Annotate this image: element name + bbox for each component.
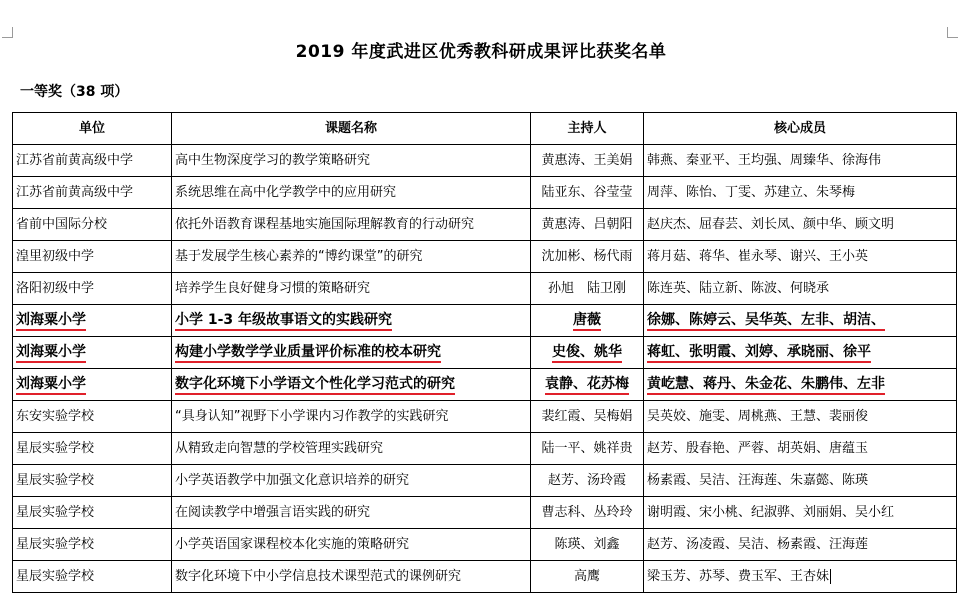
cell-host-text: 唐薇 [573, 312, 601, 331]
cell-host-text: 黄惠涛、王美娟 [541, 153, 633, 168]
text-cursor [830, 569, 831, 584]
cell-topic[interactable] [172, 177, 531, 209]
cell-unit[interactable] [13, 337, 172, 369]
cell-members[interactable] [644, 145, 957, 177]
cell-unit[interactable] [13, 145, 172, 177]
cell-host-text: 陆亚东、谷莹莹 [541, 185, 633, 200]
cell-unit-text: 星辰实验学校 [16, 537, 95, 552]
table-row [13, 145, 957, 177]
cell-members[interactable] [644, 337, 957, 369]
cell-unit[interactable] [13, 241, 172, 273]
cell-host[interactable] [531, 337, 644, 369]
table-row [13, 177, 957, 209]
cell-topic[interactable] [172, 497, 531, 529]
cell-unit[interactable] [13, 497, 172, 529]
cell-members-text: 赵芳、汤凌霞、吴洁、杨素霞、汪海莲 [647, 537, 869, 552]
cell-members[interactable] [644, 465, 957, 497]
header-members: 核心成员 [644, 113, 957, 145]
table-row [13, 273, 957, 305]
cell-members[interactable] [644, 209, 957, 241]
cell-host-text: 高鹰 [573, 569, 600, 584]
cell-members-text: 徐娜、陈婷云、吴华英、左非、胡洁、 [647, 312, 885, 331]
cell-topic-text: 构建小学数学学业质量评价标准的校本研究 [175, 344, 441, 363]
cell-topic-text: 培养学生良好健身习惯的策略研究 [175, 281, 371, 296]
cell-members[interactable] [644, 369, 957, 401]
cell-members-text: 陈连英、陆立新、陈波、何晓承 [647, 281, 830, 296]
cell-members-text: 蒋月菇、蒋华、崔永琴、谢兴、王小英 [647, 249, 869, 264]
cell-unit-text: 洛阳初级中学 [16, 281, 95, 296]
cell-topic[interactable] [172, 145, 531, 177]
header-topic: 课题名称 [172, 113, 531, 145]
cell-unit[interactable] [13, 209, 172, 241]
cell-host-text: 袁静、花苏梅 [545, 376, 629, 395]
cell-members-text: 蒋虹、张明霞、刘婷、承晓丽、徐平 [647, 344, 871, 363]
cell-host-text: 陆一平、姚祥贵 [541, 441, 633, 456]
cell-members-text: 周萍、陈怡、丁雯、苏建立、朱琴梅 [647, 185, 856, 200]
cell-host-text: 赵芳、汤玲霞 [547, 473, 626, 488]
cell-topic-text: 高中生物深度学习的教学策略研究 [175, 153, 371, 168]
cell-topic[interactable] [172, 465, 531, 497]
cell-unit-text: 星辰实验学校 [16, 473, 95, 488]
cell-host[interactable] [531, 273, 644, 305]
cell-unit[interactable] [13, 433, 172, 465]
table-row [13, 209, 957, 241]
table-row [13, 497, 957, 529]
cell-topic-text: 基于发展学生核心素养的“博约课堂”的研究 [175, 249, 423, 264]
cell-unit-text: 江苏省前黄高级中学 [16, 153, 134, 168]
cell-topic-text: 在阅读教学中增强言语实践的研究 [175, 505, 371, 520]
cell-host-text: 孙旭 陆卫刚 [547, 281, 626, 296]
cell-host-text: 裴红霞、吴梅娟 [541, 409, 633, 424]
cell-topic-text: 数字化环境下小学语文个性化学习范式的研究 [175, 376, 455, 395]
cell-topic[interactable] [172, 401, 531, 433]
cell-topic-text: “具身认知”视野下小学课内习作教学的实践研究 [175, 409, 449, 424]
section-heading: 一等奖（38 项） [20, 84, 129, 100]
cell-topic[interactable] [172, 209, 531, 241]
cell-host[interactable] [531, 529, 644, 561]
table-row [13, 433, 957, 465]
cell-host[interactable] [531, 401, 644, 433]
cell-host[interactable] [531, 177, 644, 209]
cell-members-text: 赵芳、殷春艳、严蓉、胡英娟、唐蕴玉 [647, 441, 869, 456]
cell-unit-text: 刘海粟小学 [16, 312, 86, 331]
cell-unit-text: 刘海粟小学 [16, 376, 86, 395]
cell-host[interactable] [531, 433, 644, 465]
cell-members[interactable] [644, 561, 957, 593]
cell-host[interactable] [531, 305, 644, 337]
cell-topic[interactable] [172, 561, 531, 593]
table-body [13, 145, 957, 593]
cell-topic[interactable] [172, 529, 531, 561]
cell-host[interactable] [531, 497, 644, 529]
cell-topic[interactable] [172, 433, 531, 465]
cell-host-text: 黄惠涛、吕朝阳 [541, 217, 633, 232]
cell-members-text: 梁玉芳、苏琴、费玉军、王杏妹 [647, 569, 830, 584]
table-row [13, 401, 957, 433]
cell-host-text: 陈瑛、刘鑫 [554, 537, 620, 552]
cell-unit-text: 东安实验学校 [16, 409, 95, 424]
cell-topic[interactable] [172, 369, 531, 401]
cell-members[interactable] [644, 529, 957, 561]
cell-host[interactable] [531, 241, 644, 273]
cell-topic[interactable] [172, 337, 531, 369]
cell-topic-text: 系统思维在高中化学教学中的应用研究 [175, 185, 397, 200]
document-title: 2019 年度武进区优秀教科研成果评比获奖名单 [295, 42, 667, 62]
cell-unit[interactable] [13, 561, 172, 593]
cell-topic-text: 小学英语国家课程校本化实施的策略研究 [175, 537, 410, 552]
cell-topic-text: 小学 1-3 年级故事语文的实践研究 [175, 312, 392, 331]
cell-topic[interactable] [172, 305, 531, 337]
table-row [13, 369, 957, 401]
cell-members-text: 杨素霞、吴洁、汪海莲、朱嘉懿、陈瑛 [647, 473, 869, 488]
cell-members[interactable] [644, 433, 957, 465]
cell-unit-text: 江苏省前黄高级中学 [16, 185, 134, 200]
cell-topic[interactable] [172, 241, 531, 273]
table-header-row [13, 113, 957, 145]
cell-topic-text: 数字化环境下中小学信息技术课型范式的课例研究 [175, 569, 462, 584]
cell-unit[interactable] [13, 177, 172, 209]
cell-host[interactable] [531, 369, 644, 401]
cell-topic-text: 依托外语教育课程基地实施国际理解教育的行动研究 [175, 217, 475, 232]
cell-unit[interactable] [13, 273, 172, 305]
header-host: 主持人 [531, 113, 644, 145]
cell-host[interactable] [531, 209, 644, 241]
cell-unit[interactable] [13, 401, 172, 433]
cell-topic-text: 小学英语教学中加强文化意识培养的研究 [175, 473, 410, 488]
table-row [13, 241, 957, 273]
cell-unit[interactable] [13, 369, 172, 401]
cell-host-text: 沈加彬、杨代雨 [541, 249, 633, 264]
cell-members[interactable] [644, 497, 957, 529]
cell-unit-text: 星辰实验学校 [16, 441, 95, 456]
cell-members-text: 吴英姣、施雯、周桃燕、王慧、裴丽俊 [647, 409, 869, 424]
cell-unit-text: 星辰实验学校 [16, 505, 95, 520]
cell-unit[interactable] [13, 305, 172, 337]
cell-unit[interactable] [13, 465, 172, 497]
cell-unit-text: 湟里初级中学 [16, 249, 95, 264]
cell-members[interactable] [644, 177, 957, 209]
cell-unit[interactable] [13, 529, 172, 561]
cell-topic-text: 从精致走向智慧的学校管理实践研究 [175, 441, 384, 456]
table-row [13, 305, 957, 337]
award-table [12, 112, 957, 593]
cell-members[interactable] [644, 401, 957, 433]
table-row [13, 337, 957, 369]
table-row [13, 561, 957, 593]
header-unit: 单位 [13, 113, 172, 145]
cell-unit-text: 省前中国际分校 [16, 217, 108, 232]
cell-host[interactable] [531, 145, 644, 177]
table-row [13, 465, 957, 497]
cell-host-text: 史俊、姚华 [552, 344, 622, 363]
cell-unit-text: 刘海粟小学 [16, 344, 86, 363]
cell-members[interactable] [644, 305, 957, 337]
cell-host[interactable] [531, 465, 644, 497]
cell-members-text: 黄屹慧、蒋丹、朱金花、朱鹏伟、左非 [647, 376, 885, 395]
cell-members-text: 韩燕、秦亚平、王均强、周臻华、徐海伟 [647, 153, 882, 168]
table-row [13, 529, 957, 561]
cell-members-text: 谢明霞、宋小桃、纪淑骅、刘丽娟、吴小红 [647, 505, 895, 520]
cell-unit-text: 星辰实验学校 [16, 569, 95, 584]
cell-members-text: 赵庆杰、屈春芸、刘长凤、颜中华、顾文明 [647, 217, 895, 232]
cell-topic[interactable] [172, 273, 531, 305]
cell-host[interactable] [531, 561, 644, 593]
cell-members[interactable] [644, 273, 957, 305]
cell-host-text: 曹志科、丛玲玲 [541, 505, 633, 520]
cell-members[interactable] [644, 241, 957, 273]
